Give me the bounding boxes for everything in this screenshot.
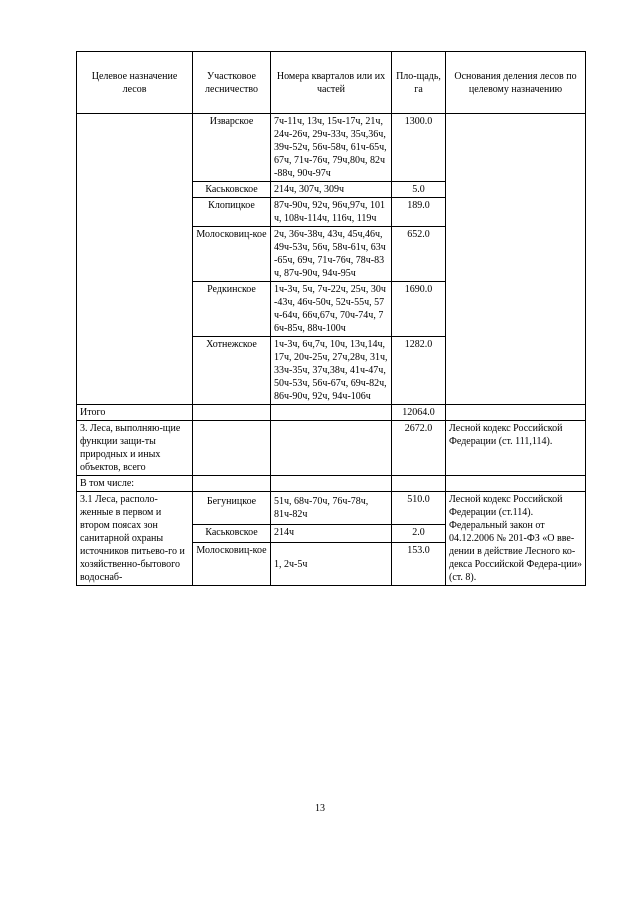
empty-cell [271,421,392,476]
forestry-cell: Изварское [193,114,271,182]
section3-area: 2672.0 [392,421,446,476]
empty-cell [392,476,446,492]
quarters-cell: 1, 2ч-5ч [271,543,392,586]
including-label: В том числе: [77,476,193,492]
forest-purpose-table [76,51,586,586]
area-cell: 1282.0 [392,337,446,405]
area-cell: 5.0 [392,182,446,198]
area-cell: 1690.0 [392,282,446,337]
forestry-cell: Клопицкое [193,198,271,227]
section3-row [77,421,586,476]
section31-row [77,492,586,525]
forestry-cell: Каськовское [193,182,271,198]
purpose-cell-empty [77,114,193,405]
area-cell: 2.0 [392,524,446,542]
area-cell: 652.0 [392,227,446,282]
header-basis: Основания деления лесов по целевому назначению [446,52,586,114]
header-row [77,52,586,114]
forestry-cell: Бегуницкое [193,492,271,525]
basis-cell-empty [446,114,586,405]
area-cell: 189.0 [392,198,446,227]
forestry-cell: Редкинское [193,282,271,337]
header-forestry: Участковое лесничество [193,52,271,114]
quarters-cell: 7ч-11ч, 13ч, 15ч-17ч, 21ч, 24ч-26ч, 29ч-33ч, 35ч,36ч, 39ч-52ч, 56ч-58ч, 61ч-65ч, 67ч, 71ч-76ч, 79ч,80ч, 82ч-88ч, 90ч-97ч [271,114,392,182]
section31-label: 3.1 Леса, располо-женные в первом и втором поясах зон санитарной охраны источников питьево-го и хозяйственно-бытового водоснаб- [77,492,193,586]
quarters-cell: 51ч, 68ч-70ч, 76ч-78ч, 81ч-82ч [271,492,392,525]
area-cell: 153.0 [392,543,446,586]
empty-cell [271,476,392,492]
quarters-cell: 1ч-3ч, 6ч,7ч, 10ч, 13ч,14ч, 17ч, 20ч-25ч, 27ч,28ч, 31ч, 33ч-35ч, 37ч,38ч, 41ч-47ч, 50ч-53ч, 56ч-67ч, 69ч-82ч, 86ч-90ч, 92ч, 94ч-106ч [271,337,392,405]
empty-cell [446,405,586,421]
forestry-cell: Молосковиц-кое [193,543,271,586]
quarters-cell: 214ч, 307ч, 309ч [271,182,392,198]
forestry-cell: Хотнежское [193,337,271,405]
section31-basis: Лесной кодекс Российской Федерации (ст.114). Федеральный закон от 04.12.2006 № 201-ФЗ «О вве-дении в действие Лесного ко-декса Российской Федера-ции» (ст. 8). [446,492,586,586]
quarters-cell: 1ч-3ч, 5ч, 7ч-22ч, 25ч, 30ч-43ч, 46ч-50ч, 52ч-55ч, 57ч-64ч, 66ч,67ч, 70ч-74ч, 76ч-85ч, 88ч-100ч [271,282,392,337]
total-row [77,405,586,421]
total-area: 12064.0 [392,405,446,421]
quarters-cell: 2ч, 36ч-38ч, 43ч, 45ч,46ч, 49ч-53ч, 56ч, 58ч-61ч, 63ч-65ч, 69ч, 71ч-76ч, 78ч-83ч, 87ч-90ч, 94ч-95ч [271,227,392,282]
table-row [77,114,586,182]
section3-label: 3. Леса, выполняю-щие функции защи-ты природных и иных объектов, всего [77,421,193,476]
including-row [77,476,586,492]
forestry-cell: Каськовское [193,524,271,542]
header-purpose: Целевое назначение лесов [77,52,193,114]
area-cell: 510.0 [392,492,446,525]
header-area: Пло-щадь, га [392,52,446,114]
area-cell: 1300.0 [392,114,446,182]
empty-cell [446,476,586,492]
total-label: Итого [77,405,193,421]
quarters-cell: 87ч-90ч, 92ч, 96ч,97ч, 101ч, 108ч-114ч, 116ч, 119ч [271,198,392,227]
empty-cell [193,476,271,492]
quarters-cell: 214ч [271,524,392,542]
section3-basis: Лесной кодекс Российской Федерации (ст. 111,114). [446,421,586,476]
empty-cell [193,405,271,421]
forestry-cell: Молосковиц-кое [193,227,271,282]
page-number: 13 [315,803,325,814]
header-quarters: Номера кварталов или их частей [271,52,392,114]
empty-cell [271,405,392,421]
empty-cell [193,421,271,476]
